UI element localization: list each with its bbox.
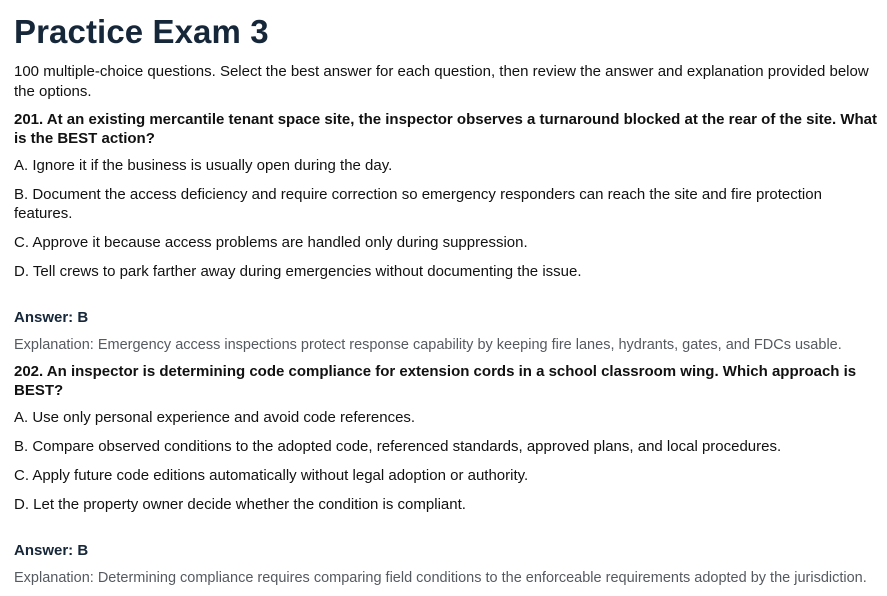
option-d: D. Tell crews to park farther away during emergencies without documenting the issue. — [14, 263, 582, 280]
answer-label: Answer: B — [14, 542, 89, 559]
question-202 — [14, 362, 887, 588]
option-b: B. Document the access deficiency and require correction so emergency responders can reach the site and fire protection features. — [14, 186, 822, 222]
answer-label: Answer: B — [14, 309, 89, 326]
option-a: A. Use only personal experience and avoid code references. — [14, 409, 416, 426]
option-b: B. Compare observed conditions to the adopted code, referenced standards, approved plans, and local procedures. — [14, 438, 782, 455]
question-text: 202. An inspector is determining code compliance for extension cords in a school classroom wing. Which approach is BEST? — [14, 363, 857, 399]
option-d: D. Let the property owner decide whether the condition is compliant. — [14, 496, 466, 513]
question-201 — [14, 110, 887, 355]
exam-intro: 100 multiple-choice questions. Select the best answer for each question, then review the answer and explanation provided below the options. — [14, 63, 869, 100]
exam-page — [0, 14, 887, 596]
page-title: Practice Exam 3 — [14, 13, 269, 50]
question-text: 201. At an existing mercantile tenant space site, the inspector observes a turnaround blocked at the rear of the site. What is the BEST action? — [14, 111, 878, 147]
option-c: C. Apply future code editions automatically without legal adoption or authority. — [14, 467, 529, 484]
explanation-text: Explanation: Emergency access inspections protect response capability by keeping fire lanes, hydrants, gates, and FDCs usable. — [14, 337, 842, 353]
option-c: C. Approve it because access problems are handled only during suppression. — [14, 234, 528, 251]
explanation-text: Explanation: Determining compliance requires comparing field conditions to the enforceable requirements adopted by the jurisdiction. — [14, 570, 867, 586]
option-a: A. Ignore it if the business is usually open during the day. — [14, 157, 393, 174]
